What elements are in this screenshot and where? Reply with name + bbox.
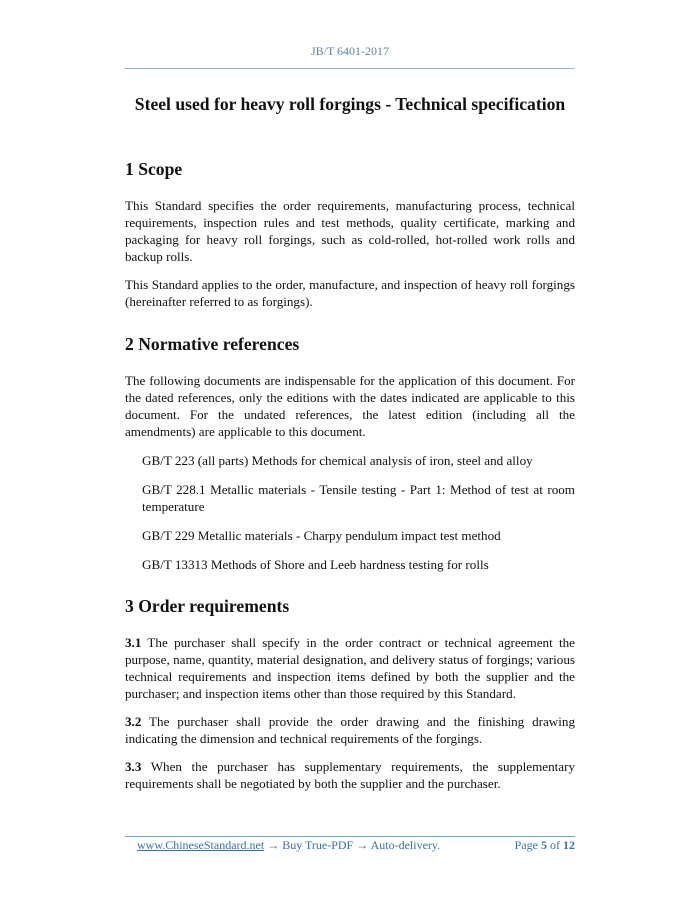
document-body [125,92,575,792]
references-intro: The following documents are indispensable for the application of this document. For the dated references, only the editions with the dates indicated are applicable to this document. For the undated references, the latest edition (including all the amendments) are applicable to this document. [125,373,575,439]
clause-text: When the purchaser has supplementary requirements, the supplementary requirements shall be negotiated by both the supplier and the purchaser. [125,759,575,791]
clause-number: 3.2 [125,714,142,729]
auto-delivery-text: Auto-delivery. [368,838,441,852]
of-label: of [547,838,563,852]
website-link[interactable]: www.ChineseStandard.net [137,838,265,852]
arrow-right-icon: → [267,838,280,852]
clause-text: The purchaser shall specify in the order contract or technical agreement the purpose, name, quantity, material designation, and delivery status of forgings; various technical requirements and inspection items defined by both the supplier and the purchaser; and inspection items other than those required by this Standard. [125,635,575,701]
clause-text: The purchaser shall provide the order drawing and the finishing drawing indicating the dimension and technical requirements of the forgings. [125,714,575,746]
arrow-right-icon: → [356,838,369,852]
footer-divider [125,836,575,837]
clause-3-1 [125,634,575,702]
document-title: Steel used for heavy roll forgings - Technical specification [134,94,566,114]
section-heading-normative-references: 2 Normative references [125,334,300,354]
section-heading-order-requirements: 3 Order requirements [125,596,290,616]
header-divider [125,68,575,69]
footer-promo [137,838,440,853]
buy-pdf-text: Buy True-PDF [279,838,357,852]
scope-paragraph-1: This Standard specifies the order requirements, manufacturing process, technical requirements, inspection rules and test methods, quality certificate, marking and packaging for heavy roll forgings, such as cold-rolled, hot-rolled work rolls and backup rolls. [125,198,575,264]
clause-number: 3.3 [125,759,142,774]
reference-item: GB/T 13313 Methods of Shore and Leeb hardness testing for rolls [142,557,489,572]
reference-item: GB/T 223 (all parts) Methods for chemical analysis of iron, steel and alloy [142,453,533,468]
reference-item: GB/T 229 Metallic materials - Charpy pendulum impact test method [142,528,501,543]
clause-3-2 [125,713,575,747]
current-page: 5 [541,838,547,852]
reference-item: GB/T 228.1 Metallic materials - Tensile testing - Part 1: Method of test at room temperature [142,482,575,514]
section-heading-scope: 1 Scope [125,159,183,179]
page-footer [137,838,575,853]
total-pages: 12 [563,838,575,852]
scope-paragraph-2: This Standard applies to the order, manufacture, and inspection of heavy roll forgings (hereinafter referred to as forgings). [125,277,575,309]
page-indicator [515,838,575,853]
page-header: JB/T 6401-2017 [310,44,390,58]
clause-3-3 [125,758,575,792]
page-label: Page [514,838,541,852]
clause-number: 3.1 [125,635,142,650]
